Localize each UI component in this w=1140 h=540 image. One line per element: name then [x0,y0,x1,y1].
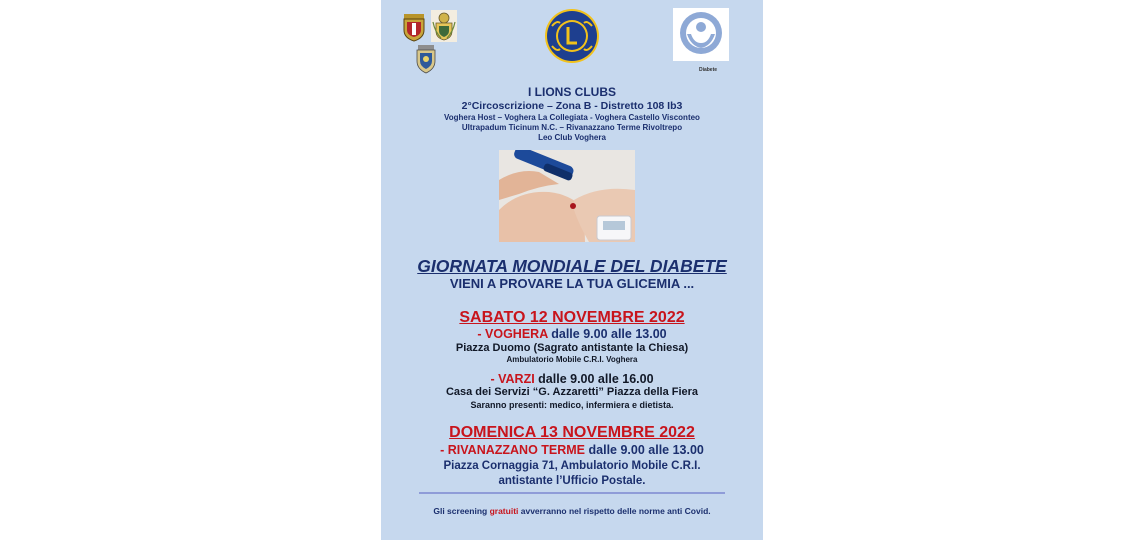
voghera-crest-icon [401,12,427,42]
rivanazzano-crest-icon [415,44,437,74]
varzi-crest-icon [431,10,457,42]
event-subtitle: VIENI A PROVARE LA TUA GLICEMIA ... [449,276,695,291]
lions-logo-icon [544,8,600,64]
poster [381,0,763,540]
glucose-test-photo [499,150,635,242]
footer-highlight: gratuiti [489,506,519,516]
voghera-note: Ambulatorio Mobile C.R.I. Voghera [506,355,638,364]
varzi-time: dalle 9.00 alle 16.00 [534,372,654,386]
rivanazzano-line [381,443,763,457]
diabete-logo-caption: Diabete [698,67,718,73]
rivanazzano-address: Piazza Cornaggia 71, Ambulatorio Mobile C.R.I. [443,460,701,472]
divider [419,492,725,494]
rivanazzano-address-2: antistante l’Ufficio Postale. [498,475,646,487]
footer-pre: Gli screening [433,506,490,516]
varzi-line [381,372,763,386]
saturday-date: SABATO 12 NOVEMBRE 2022 [459,309,685,326]
clubs-line-1: Voghera Host – Voghera La Collegiata - Voghera Castello Visconteo [444,113,700,122]
voghera-address: Piazza Duomo (Sagrato antistante la Chiesa) [455,342,689,354]
varzi-place: - VARZI [490,372,535,386]
clubs-title: I LIONS CLUBS [527,85,616,99]
footer-post: avverranno nel rispetto delle norme anti Covid. [518,506,711,516]
diabete-logo-icon [673,8,729,61]
clubs-district: 2°Circoscrizione – Zona B - Distretto 108 Ib3 [461,100,683,112]
footer-note [381,506,763,516]
voghera-place: - VOGHERA [477,327,548,341]
rivanazzano-place: - RIVANAZZANO TERME [440,443,586,457]
sunday-date: DOMENICA 13 NOVEMBRE 2022 [449,424,695,441]
clubs-line-2: Ultrapadum Ticinum N.C. – Rivanazzano Terme Rivoltrepo [461,123,683,132]
rivanazzano-time: dalle 9.00 alle 13.00 [585,443,704,457]
voghera-time: dalle 9.00 alle 13.00 [547,327,667,341]
event-title: GIORNATA MONDIALE DEL DIABETE [417,256,727,276]
varzi-address: Casa dei Servizi “G. Azzaretti” Piazza della Fiera [445,386,699,398]
clubs-line-3: Leo Club Voghera [538,133,606,142]
varzi-note: Saranno presenti: medico, infermiera e dietista. [470,400,674,410]
voghera-line [381,327,763,341]
